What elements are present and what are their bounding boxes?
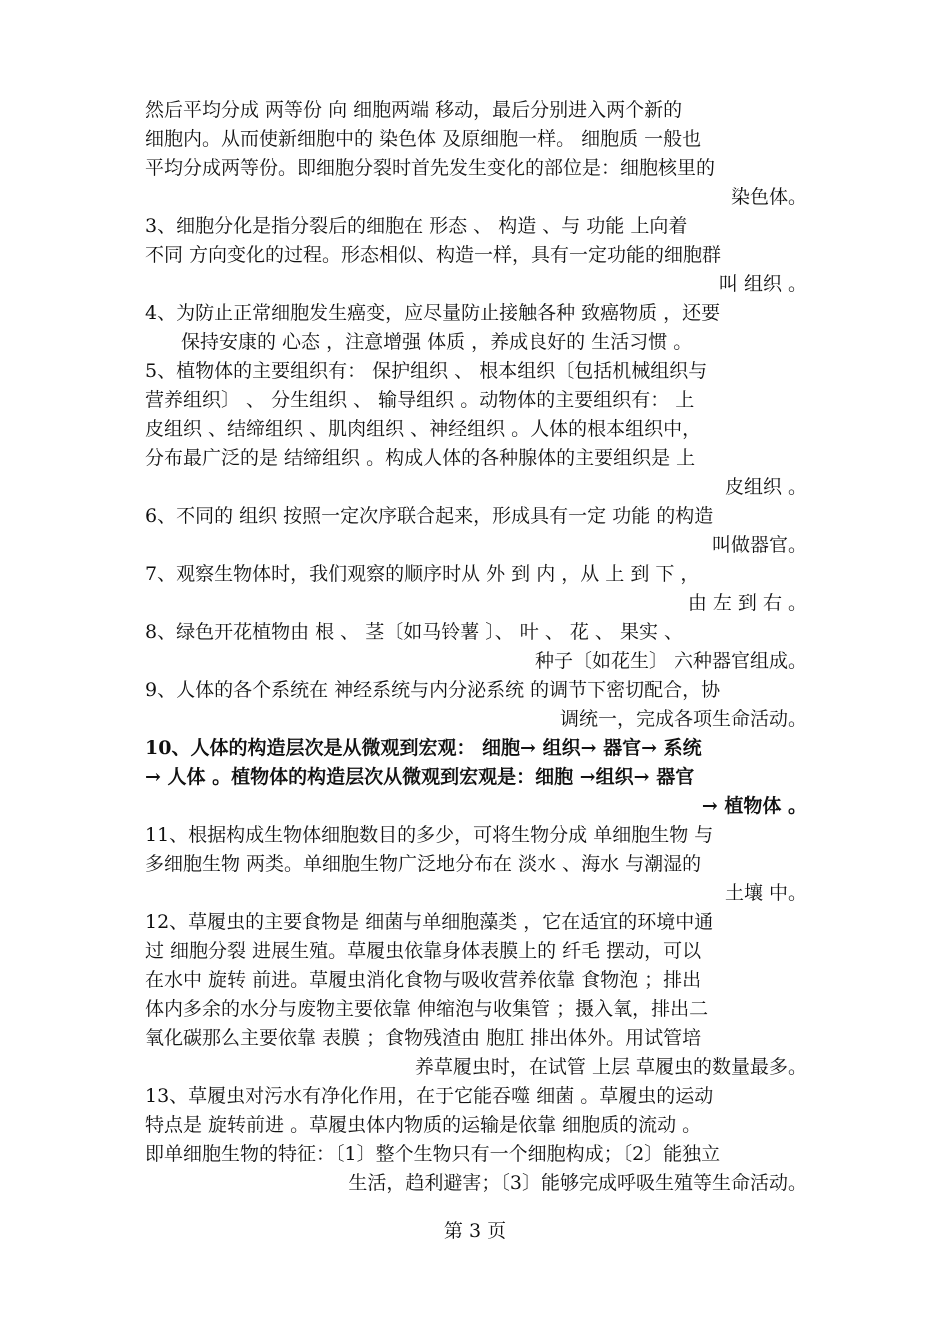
- text-line: 体内多余的水分与废物主要依靠 伸缩泡与收集管 ；摄入氧，排出二: [145, 998, 709, 1020]
- text-line: 平均分成两等份。即细胞分裂时首先发生变化的部位是：细胞核里的: [145, 157, 716, 179]
- text-line: 10、人体的构造层次是从微观到宏观： 细胞→ 组织→ 器官→ 系统: [145, 737, 702, 759]
- text-line: 皮组织 、结缔组织 、肌肉组织 、神经组织 。人体的根本组织中，: [145, 418, 702, 440]
- text-line: → 人体 。植物体的构造层次从微观到宏观是：细胞 →组织→ 器官: [145, 766, 695, 788]
- text-line: 染色体。: [730, 186, 807, 208]
- text-line: 3、细胞分化是指分裂后的细胞在 形态 、 构造 、与 功能 上向着: [145, 215, 688, 237]
- text-line: 氧化碳那么主要依靠 表膜 ；食物残渣由 胞肛 排出体外。用试管培: [145, 1027, 702, 1049]
- page-number: 第 3 页: [443, 1220, 507, 1242]
- text-line: 5、植物体的主要组织有： 保护组织 、 根本组织〔包括机械组织与: [145, 360, 708, 382]
- text-line: 即单细胞生物的特征：〔1〕整个生物只有一个细胞构成；〔2〕能独立: [145, 1143, 721, 1165]
- text-line: 特点是 旋转前进 。草履虫体内物质的运输是依靠 细胞质的流动 。: [145, 1114, 702, 1136]
- text-line: 8、绿色开花植物由 根 、 茎〔如马铃薯 〕、 叶 、 花 、 果实 、: [145, 621, 683, 643]
- text-line: 叫 组织 。: [718, 273, 807, 295]
- text-line: 皮组织 。: [724, 476, 807, 498]
- text-line: → 植物体 。: [701, 795, 807, 817]
- text-line: 由 左 到 右 。: [687, 592, 807, 614]
- text-line: 生活，趋利避害；〔3〕能够完成呼吸生殖等生命活动。: [348, 1172, 807, 1194]
- text-line: 然后平均分成 两等份 向 细胞两端 移动，最后分别进入两个新的: [145, 99, 683, 121]
- text-line: 种子〔如花生〕 六种器官组成。: [534, 650, 807, 672]
- text-line: 4、为防止正常细胞发生癌变，应尽量防止接触各种 致癌物质 ，还要: [145, 302, 721, 324]
- text-line: 细胞内。从而使新细胞中的 染色体 及原细胞一样。 细胞质 一般也: [145, 128, 702, 150]
- text-line: 9、人体的各个系统在 神经系统与内分泌系统 的调节下密切配合，协: [145, 679, 721, 701]
- text-line: 7、观察生物体时，我们观察的顺序时从 外 到 内 ，从 上 到 下 ，: [145, 563, 700, 585]
- text-line: 多细胞生物 两类。单细胞生物广泛地分布在 淡水 、海水 与潮湿的: [145, 853, 702, 875]
- text-line: 调统一，完成各项生命活动。: [559, 708, 807, 730]
- text-line: 不同 方向变化的过程。形态相似、构造一样，具有一定功能的细胞群: [145, 244, 722, 266]
- text-line: 12、草履虫的主要食物是 细菌与单细胞藻类 ，它在适宜的环境中通: [145, 911, 714, 933]
- text-line: 叫做器官。: [711, 534, 807, 556]
- text-line: 过 细胞分裂 进展生殖。草履虫依靠身体表膜上的 纤毛 摆动，可以: [145, 940, 702, 962]
- text-line: 11、根据构成生物体细胞数目的多少，可将生物分成 单细胞生物 与: [145, 824, 714, 846]
- text-line: 土壤 中。: [724, 882, 807, 904]
- text-line: 营养组织〕 、 分生组织 、 输导组织 。动物体的主要组织有： 上: [145, 389, 695, 411]
- text-line: 保持安康的 心态 ，注意增强 体质 ，养成良好的 生活习惯 。: [181, 331, 693, 353]
- text-line: 6、不同的 组织 按照一定次序联合起来，形成具有一定 功能 的构造: [145, 505, 714, 527]
- text-line: 在水中 旋转 前进。草履虫消化食物与吸收营养依靠 食物泡 ；排出: [145, 969, 702, 991]
- text-line: 养草履虫时，在试管 上层 草履虫的数量最多。: [414, 1056, 807, 1078]
- text-line: 13、草履虫对污水有净化作用，在于它能吞噬 细菌 。草履虫的运动: [145, 1085, 714, 1107]
- text-line: 分布最广泛的是 结缔组织 。构成人体的各种腺体的主要组织是 上: [145, 447, 696, 469]
